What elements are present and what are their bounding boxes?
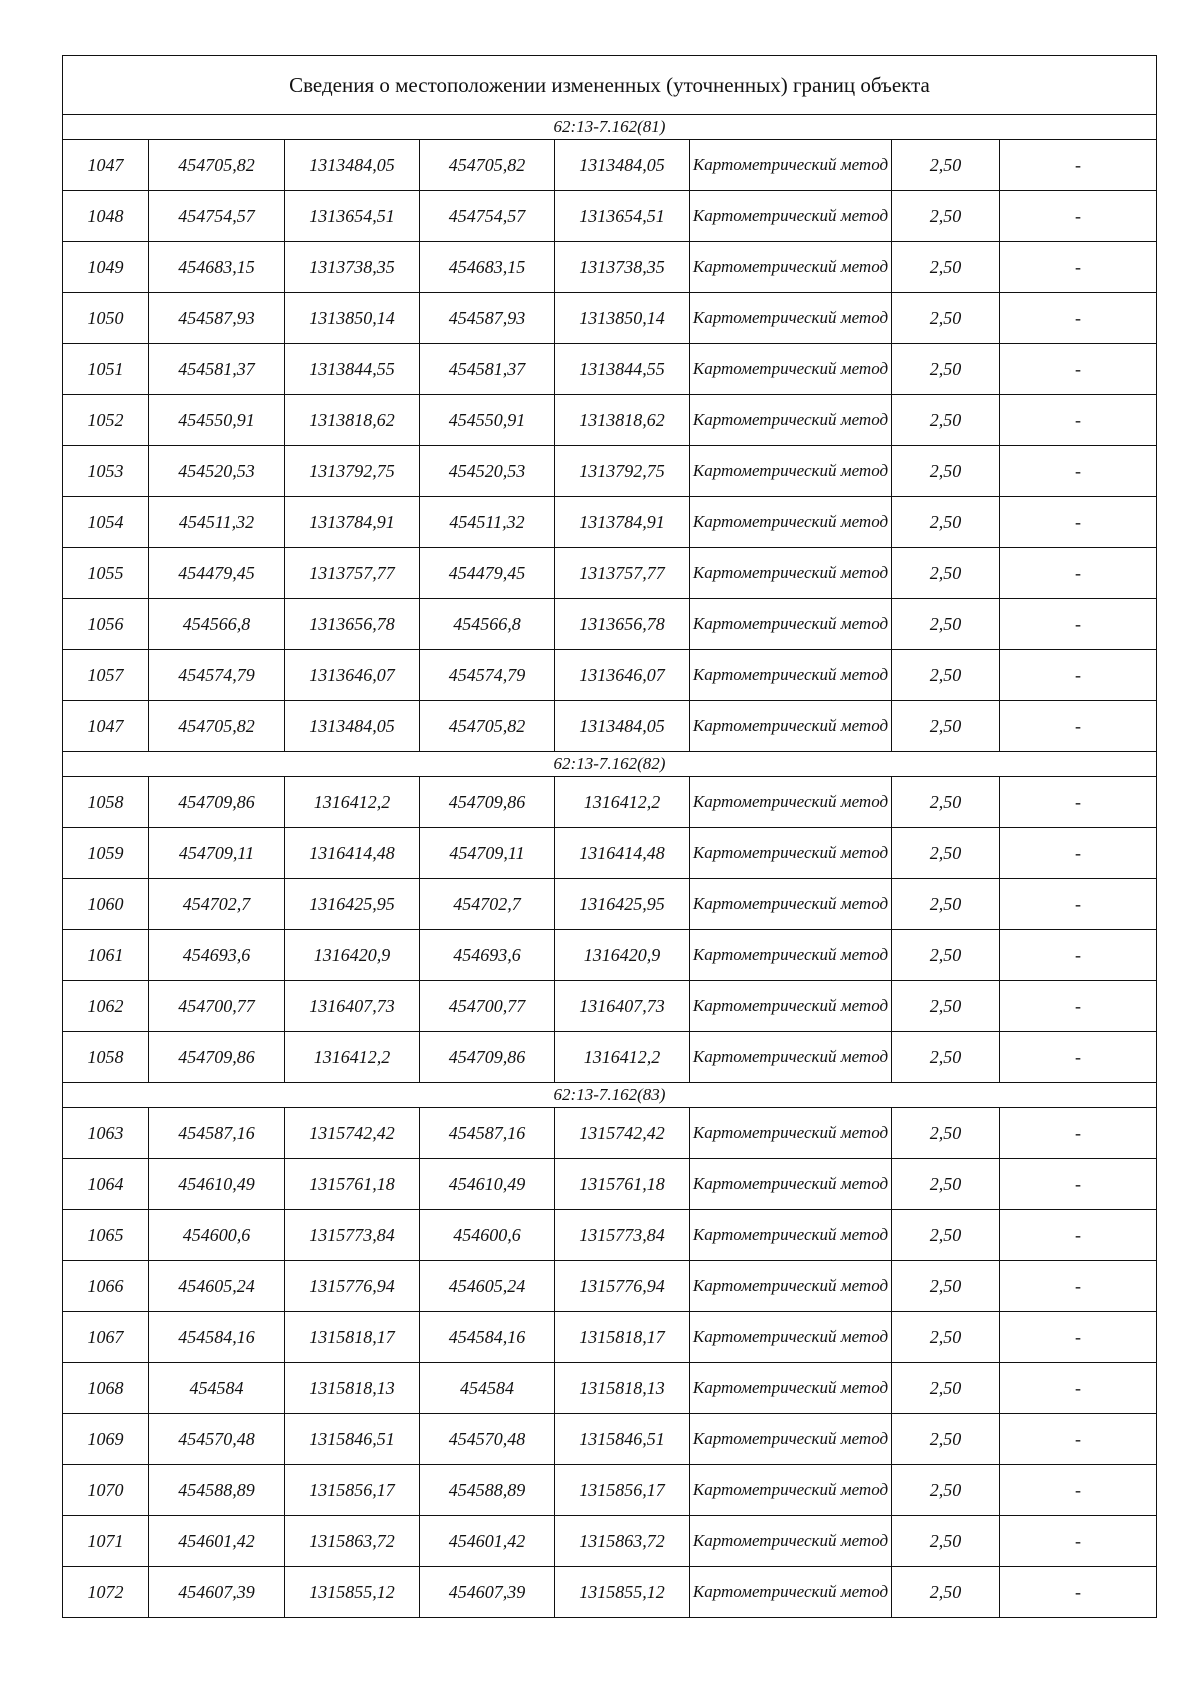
- refined-y-cell: 1313792,75: [555, 446, 690, 497]
- method-cell: Картометрический метод: [690, 1363, 892, 1414]
- existing-y-cell: 1315818,13: [285, 1363, 420, 1414]
- existing-x-cell: 454683,15: [149, 242, 285, 293]
- section-label: 62:13-7.162(81): [63, 115, 1157, 140]
- table-row: [63, 344, 1157, 395]
- refined-y-cell: 1316414,48: [555, 828, 690, 879]
- point-number-cell: 1058: [63, 777, 149, 828]
- point-number-cell: 1056: [63, 599, 149, 650]
- existing-x-cell: 454709,11: [149, 828, 285, 879]
- accuracy-cell: 2,50: [892, 1465, 1000, 1516]
- table-row: [63, 242, 1157, 293]
- existing-x-cell: 454566,8: [149, 599, 285, 650]
- table-title-row: [63, 56, 1157, 115]
- accuracy-cell: 2,50: [892, 981, 1000, 1032]
- existing-y-cell: 1313818,62: [285, 395, 420, 446]
- method-cell: Картометрический метод: [690, 981, 892, 1032]
- existing-y-cell: 1316414,48: [285, 828, 420, 879]
- existing-x-cell: 454479,45: [149, 548, 285, 599]
- refined-y-cell: 1316420,9: [555, 930, 690, 981]
- accuracy-cell: 2,50: [892, 191, 1000, 242]
- point-number-cell: 1068: [63, 1363, 149, 1414]
- description-cell: -: [1000, 777, 1157, 828]
- accuracy-cell: 2,50: [892, 548, 1000, 599]
- description-cell: -: [1000, 446, 1157, 497]
- refined-y-cell: 1315818,13: [555, 1363, 690, 1414]
- existing-y-cell: 1315818,17: [285, 1312, 420, 1363]
- accuracy-cell: 2,50: [892, 497, 1000, 548]
- method-cell: Картометрический метод: [690, 650, 892, 701]
- refined-y-cell: 1315863,72: [555, 1516, 690, 1567]
- refined-y-cell: 1313757,77: [555, 548, 690, 599]
- refined-y-cell: 1315776,94: [555, 1261, 690, 1312]
- method-cell: Картометрический метод: [690, 701, 892, 752]
- table-row: [63, 1567, 1157, 1618]
- existing-y-cell: 1313844,55: [285, 344, 420, 395]
- method-cell: Картометрический метод: [690, 1210, 892, 1261]
- point-number-cell: 1065: [63, 1210, 149, 1261]
- accuracy-cell: 2,50: [892, 1210, 1000, 1261]
- accuracy-cell: 2,50: [892, 1363, 1000, 1414]
- description-cell: -: [1000, 1414, 1157, 1465]
- description-cell: -: [1000, 1159, 1157, 1210]
- description-cell: -: [1000, 395, 1157, 446]
- existing-x-cell: 454709,86: [149, 1032, 285, 1083]
- refined-x-cell: 454610,49: [420, 1159, 555, 1210]
- existing-x-cell: 454754,57: [149, 191, 285, 242]
- accuracy-cell: 2,50: [892, 1567, 1000, 1618]
- existing-x-cell: 454705,82: [149, 140, 285, 191]
- refined-x-cell: 454511,32: [420, 497, 555, 548]
- accuracy-cell: 2,50: [892, 777, 1000, 828]
- point-number-cell: 1057: [63, 650, 149, 701]
- method-cell: Картометрический метод: [690, 1032, 892, 1083]
- description-cell: -: [1000, 879, 1157, 930]
- method-cell: Картометрический метод: [690, 1567, 892, 1618]
- method-cell: Картометрический метод: [690, 599, 892, 650]
- accuracy-cell: 2,50: [892, 701, 1000, 752]
- refined-x-cell: 454550,91: [420, 395, 555, 446]
- description-cell: -: [1000, 650, 1157, 701]
- accuracy-cell: 2,50: [892, 1032, 1000, 1083]
- refined-x-cell: 454709,11: [420, 828, 555, 879]
- accuracy-cell: 2,50: [892, 879, 1000, 930]
- existing-x-cell: 454550,91: [149, 395, 285, 446]
- existing-x-cell: 454601,42: [149, 1516, 285, 1567]
- refined-x-cell: 454607,39: [420, 1567, 555, 1618]
- refined-x-cell: 454600,6: [420, 1210, 555, 1261]
- existing-x-cell: 454520,53: [149, 446, 285, 497]
- refined-x-cell: 454570,48: [420, 1414, 555, 1465]
- description-cell: -: [1000, 828, 1157, 879]
- table-row: [63, 981, 1157, 1032]
- refined-y-cell: 1315856,17: [555, 1465, 690, 1516]
- method-cell: Картометрический метод: [690, 1465, 892, 1516]
- point-number-cell: 1070: [63, 1465, 149, 1516]
- accuracy-cell: 2,50: [892, 1159, 1000, 1210]
- table-row: [63, 1414, 1157, 1465]
- section-header-row: [63, 752, 1157, 777]
- method-cell: Картометрический метод: [690, 344, 892, 395]
- refined-y-cell: 1316412,2: [555, 1032, 690, 1083]
- existing-x-cell: 454600,6: [149, 1210, 285, 1261]
- accuracy-cell: 2,50: [892, 242, 1000, 293]
- method-cell: Картометрический метод: [690, 777, 892, 828]
- existing-y-cell: 1315742,42: [285, 1108, 420, 1159]
- point-number-cell: 1052: [63, 395, 149, 446]
- existing-y-cell: 1315776,94: [285, 1261, 420, 1312]
- description-cell: -: [1000, 1363, 1157, 1414]
- existing-x-cell: 454588,89: [149, 1465, 285, 1516]
- existing-y-cell: 1313850,14: [285, 293, 420, 344]
- existing-y-cell: 1315856,17: [285, 1465, 420, 1516]
- description-cell: -: [1000, 981, 1157, 1032]
- description-cell: -: [1000, 548, 1157, 599]
- method-cell: Картометрический метод: [690, 1516, 892, 1567]
- refined-y-cell: 1313656,78: [555, 599, 690, 650]
- refined-y-cell: 1313818,62: [555, 395, 690, 446]
- existing-x-cell: 454702,7: [149, 879, 285, 930]
- refined-y-cell: 1315773,84: [555, 1210, 690, 1261]
- method-cell: Картометрический метод: [690, 1261, 892, 1312]
- refined-x-cell: 454574,79: [420, 650, 555, 701]
- accuracy-cell: 2,50: [892, 1516, 1000, 1567]
- method-cell: Картометрический метод: [690, 1414, 892, 1465]
- description-cell: -: [1000, 1210, 1157, 1261]
- point-number-cell: 1055: [63, 548, 149, 599]
- refined-x-cell: 454709,86: [420, 777, 555, 828]
- section-label: 62:13-7.162(83): [63, 1083, 1157, 1108]
- existing-x-cell: 454584: [149, 1363, 285, 1414]
- refined-x-cell: 454588,89: [420, 1465, 555, 1516]
- refined-x-cell: 454683,15: [420, 242, 555, 293]
- existing-x-cell: 454581,37: [149, 344, 285, 395]
- point-number-cell: 1067: [63, 1312, 149, 1363]
- point-number-cell: 1066: [63, 1261, 149, 1312]
- refined-x-cell: 454520,53: [420, 446, 555, 497]
- method-cell: Картометрический метод: [690, 497, 892, 548]
- table-row: [63, 1108, 1157, 1159]
- table-row: [63, 293, 1157, 344]
- table-row: [63, 879, 1157, 930]
- accuracy-cell: 2,50: [892, 446, 1000, 497]
- existing-x-cell: 454709,86: [149, 777, 285, 828]
- refined-y-cell: 1313484,05: [555, 701, 690, 752]
- point-number-cell: 1048: [63, 191, 149, 242]
- refined-x-cell: 454754,57: [420, 191, 555, 242]
- method-cell: Картометрический метод: [690, 930, 892, 981]
- method-cell: Картометрический метод: [690, 446, 892, 497]
- refined-x-cell: 454601,42: [420, 1516, 555, 1567]
- refined-x-cell: 454581,37: [420, 344, 555, 395]
- point-number-cell: 1050: [63, 293, 149, 344]
- description-cell: -: [1000, 1312, 1157, 1363]
- method-cell: Картометрический метод: [690, 242, 892, 293]
- existing-y-cell: 1316407,73: [285, 981, 420, 1032]
- existing-x-cell: 454584,16: [149, 1312, 285, 1363]
- method-cell: Картометрический метод: [690, 1159, 892, 1210]
- existing-x-cell: 454511,32: [149, 497, 285, 548]
- existing-y-cell: 1313646,07: [285, 650, 420, 701]
- accuracy-cell: 2,50: [892, 1108, 1000, 1159]
- description-cell: -: [1000, 1108, 1157, 1159]
- accuracy-cell: 2,50: [892, 140, 1000, 191]
- method-cell: Картометрический метод: [690, 293, 892, 344]
- refined-y-cell: 1313784,91: [555, 497, 690, 548]
- point-number-cell: 1064: [63, 1159, 149, 1210]
- section-header-row: [63, 115, 1157, 140]
- description-cell: -: [1000, 497, 1157, 548]
- accuracy-cell: 2,50: [892, 395, 1000, 446]
- refined-y-cell: 1316425,95: [555, 879, 690, 930]
- table-row: [63, 1516, 1157, 1567]
- table-row: [63, 1159, 1157, 1210]
- existing-y-cell: 1313656,78: [285, 599, 420, 650]
- table-row: [63, 828, 1157, 879]
- existing-y-cell: 1316412,2: [285, 1032, 420, 1083]
- refined-x-cell: 454705,82: [420, 701, 555, 752]
- refined-x-cell: 454700,77: [420, 981, 555, 1032]
- description-cell: -: [1000, 344, 1157, 395]
- boundary-coordinates-table: [62, 55, 1157, 1618]
- existing-x-cell: 454700,77: [149, 981, 285, 1032]
- point-number-cell: 1061: [63, 930, 149, 981]
- existing-y-cell: 1313792,75: [285, 446, 420, 497]
- existing-x-cell: 454610,49: [149, 1159, 285, 1210]
- point-number-cell: 1053: [63, 446, 149, 497]
- point-number-cell: 1071: [63, 1516, 149, 1567]
- table-row: [63, 1210, 1157, 1261]
- method-cell: Картометрический метод: [690, 1312, 892, 1363]
- refined-x-cell: 454709,86: [420, 1032, 555, 1083]
- refined-y-cell: 1313850,14: [555, 293, 690, 344]
- refined-y-cell: 1313646,07: [555, 650, 690, 701]
- table-row: [63, 1465, 1157, 1516]
- existing-y-cell: 1315855,12: [285, 1567, 420, 1618]
- refined-x-cell: 454702,7: [420, 879, 555, 930]
- point-number-cell: 1047: [63, 140, 149, 191]
- table-row: [63, 140, 1157, 191]
- existing-y-cell: 1316420,9: [285, 930, 420, 981]
- refined-y-cell: 1315855,12: [555, 1567, 690, 1618]
- existing-y-cell: 1315863,72: [285, 1516, 420, 1567]
- method-cell: Картометрический метод: [690, 1108, 892, 1159]
- description-cell: -: [1000, 599, 1157, 650]
- description-cell: -: [1000, 1261, 1157, 1312]
- accuracy-cell: 2,50: [892, 828, 1000, 879]
- existing-y-cell: 1315846,51: [285, 1414, 420, 1465]
- refined-y-cell: 1315818,17: [555, 1312, 690, 1363]
- existing-y-cell: 1313784,91: [285, 497, 420, 548]
- existing-x-cell: 454574,79: [149, 650, 285, 701]
- description-cell: -: [1000, 1567, 1157, 1618]
- document-page: [62, 55, 1156, 1618]
- table-title: Сведения о местоположении измененных (уточненных) границ объекта: [63, 56, 1157, 115]
- refined-y-cell: 1315846,51: [555, 1414, 690, 1465]
- point-number-cell: 1049: [63, 242, 149, 293]
- accuracy-cell: 2,50: [892, 1261, 1000, 1312]
- point-number-cell: 1059: [63, 828, 149, 879]
- existing-x-cell: 454605,24: [149, 1261, 285, 1312]
- table-row: [63, 548, 1157, 599]
- existing-y-cell: 1316425,95: [285, 879, 420, 930]
- description-cell: -: [1000, 242, 1157, 293]
- existing-y-cell: 1313484,05: [285, 701, 420, 752]
- description-cell: -: [1000, 1465, 1157, 1516]
- point-number-cell: 1051: [63, 344, 149, 395]
- table-row: [63, 599, 1157, 650]
- accuracy-cell: 2,50: [892, 1312, 1000, 1363]
- refined-y-cell: 1313738,35: [555, 242, 690, 293]
- existing-x-cell: 454587,16: [149, 1108, 285, 1159]
- table-row: [63, 701, 1157, 752]
- existing-y-cell: 1315761,18: [285, 1159, 420, 1210]
- existing-x-cell: 454570,48: [149, 1414, 285, 1465]
- table-row: [63, 1261, 1157, 1312]
- accuracy-cell: 2,50: [892, 293, 1000, 344]
- existing-y-cell: 1313484,05: [285, 140, 420, 191]
- description-cell: -: [1000, 293, 1157, 344]
- method-cell: Картометрический метод: [690, 828, 892, 879]
- existing-y-cell: 1316412,2: [285, 777, 420, 828]
- refined-x-cell: 454566,8: [420, 599, 555, 650]
- description-cell: -: [1000, 1516, 1157, 1567]
- section-header-row: [63, 1083, 1157, 1108]
- existing-x-cell: 454693,6: [149, 930, 285, 981]
- section-label: 62:13-7.162(82): [63, 752, 1157, 777]
- description-cell: -: [1000, 191, 1157, 242]
- existing-y-cell: 1315773,84: [285, 1210, 420, 1261]
- existing-y-cell: 1313738,35: [285, 242, 420, 293]
- accuracy-cell: 2,50: [892, 1414, 1000, 1465]
- method-cell: Картометрический метод: [690, 879, 892, 930]
- accuracy-cell: 2,50: [892, 650, 1000, 701]
- description-cell: -: [1000, 140, 1157, 191]
- existing-x-cell: 454587,93: [149, 293, 285, 344]
- refined-x-cell: 454584: [420, 1363, 555, 1414]
- point-number-cell: 1069: [63, 1414, 149, 1465]
- refined-y-cell: 1313844,55: [555, 344, 690, 395]
- table-row: [63, 1032, 1157, 1083]
- refined-x-cell: 454587,93: [420, 293, 555, 344]
- point-number-cell: 1047: [63, 701, 149, 752]
- refined-y-cell: 1313654,51: [555, 191, 690, 242]
- point-number-cell: 1058: [63, 1032, 149, 1083]
- table-row: [63, 777, 1157, 828]
- point-number-cell: 1072: [63, 1567, 149, 1618]
- method-cell: Картометрический метод: [690, 191, 892, 242]
- refined-x-cell: 454587,16: [420, 1108, 555, 1159]
- refined-y-cell: 1315742,42: [555, 1108, 690, 1159]
- refined-y-cell: 1316412,2: [555, 777, 690, 828]
- existing-x-cell: 454607,39: [149, 1567, 285, 1618]
- refined-y-cell: 1315761,18: [555, 1159, 690, 1210]
- refined-y-cell: 1316407,73: [555, 981, 690, 1032]
- point-number-cell: 1063: [63, 1108, 149, 1159]
- refined-y-cell: 1313484,05: [555, 140, 690, 191]
- refined-x-cell: 454705,82: [420, 140, 555, 191]
- description-cell: -: [1000, 930, 1157, 981]
- refined-x-cell: 454584,16: [420, 1312, 555, 1363]
- table-row: [63, 1312, 1157, 1363]
- accuracy-cell: 2,50: [892, 599, 1000, 650]
- point-number-cell: 1062: [63, 981, 149, 1032]
- accuracy-cell: 2,50: [892, 344, 1000, 395]
- table-row: [63, 930, 1157, 981]
- table-row: [63, 497, 1157, 548]
- existing-y-cell: 1313757,77: [285, 548, 420, 599]
- point-number-cell: 1060: [63, 879, 149, 930]
- method-cell: Картометрический метод: [690, 548, 892, 599]
- table-row: [63, 395, 1157, 446]
- method-cell: Картометрический метод: [690, 140, 892, 191]
- table-row: [63, 191, 1157, 242]
- description-cell: -: [1000, 701, 1157, 752]
- table-row: [63, 446, 1157, 497]
- table-row: [63, 650, 1157, 701]
- existing-y-cell: 1313654,51: [285, 191, 420, 242]
- accuracy-cell: 2,50: [892, 930, 1000, 981]
- refined-x-cell: 454693,6: [420, 930, 555, 981]
- point-number-cell: 1054: [63, 497, 149, 548]
- refined-x-cell: 454479,45: [420, 548, 555, 599]
- refined-x-cell: 454605,24: [420, 1261, 555, 1312]
- existing-x-cell: 454705,82: [149, 701, 285, 752]
- method-cell: Картометрический метод: [690, 395, 892, 446]
- description-cell: -: [1000, 1032, 1157, 1083]
- table-row: [63, 1363, 1157, 1414]
